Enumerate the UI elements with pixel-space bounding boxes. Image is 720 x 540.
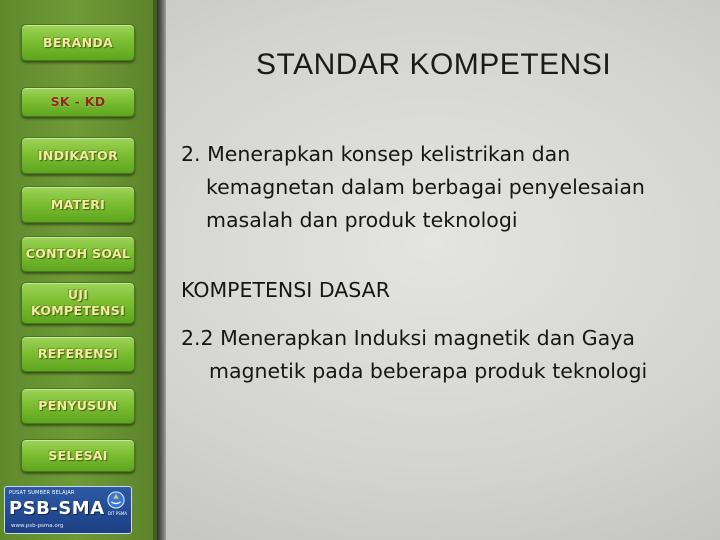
nav-button-uji-kompetensi[interactable] [21,282,135,324]
spacer [181,238,701,258]
nav-button-selesai[interactable] [21,439,135,472]
nav-button-beranda[interactable] [21,24,135,61]
nav-button-penyusun[interactable] [21,388,135,424]
spacer [181,302,701,322]
nav-button-label: REFERENSI [37,346,119,362]
nav-button-indikator[interactable] [21,137,135,174]
content-area [181,138,701,388]
nav-button-label: CONTOH SOAL [25,246,131,262]
nav-button-label: MATERI [50,196,106,212]
logo-emblem-label: DIT PSMA [107,511,127,516]
tut-wuri-emblem-icon [107,491,125,509]
psb-sma-logo [4,486,132,534]
nav-button-label: BERANDA [43,34,113,50]
nav-button-referensi[interactable] [21,336,135,372]
nav-button-contoh-soal[interactable] [21,236,135,272]
logo-url-text: www.psb-psma.org [11,523,64,529]
nav-button-label: INDIKATOR [37,147,118,163]
kompetensi-dasar-heading: KOMPETENSI DASAR [181,277,390,302]
nav-button-label: SELESAI [48,447,108,463]
sidebar-divider [157,0,166,540]
logo-top-text: PUSAT SUMBER BELAJAR [9,490,75,496]
nav-button-label: UJI KOMPETENSI [30,287,126,318]
kompetensi-dasar-text: 2.2 Menerapkan Induksi magnetik dan Gaya magnetik pada beberapa produk teknologi [181,325,648,383]
nav-button-materi[interactable] [21,186,135,223]
page-title: STANDAR KOMPETENSI [256,48,612,81]
nav-button-sk-kd[interactable] [21,87,135,117]
nav-button-label: SK - KD [50,94,106,110]
standar-kompetensi-text: 2. Menerapkan konsep kelistrikan dan kemagnetan dalam berbagai penyelesaian masalah dan produk teknologi [181,142,645,233]
logo-main-text: PSB-SMA [9,498,105,519]
nav-button-label: PENYUSUN [38,398,118,414]
